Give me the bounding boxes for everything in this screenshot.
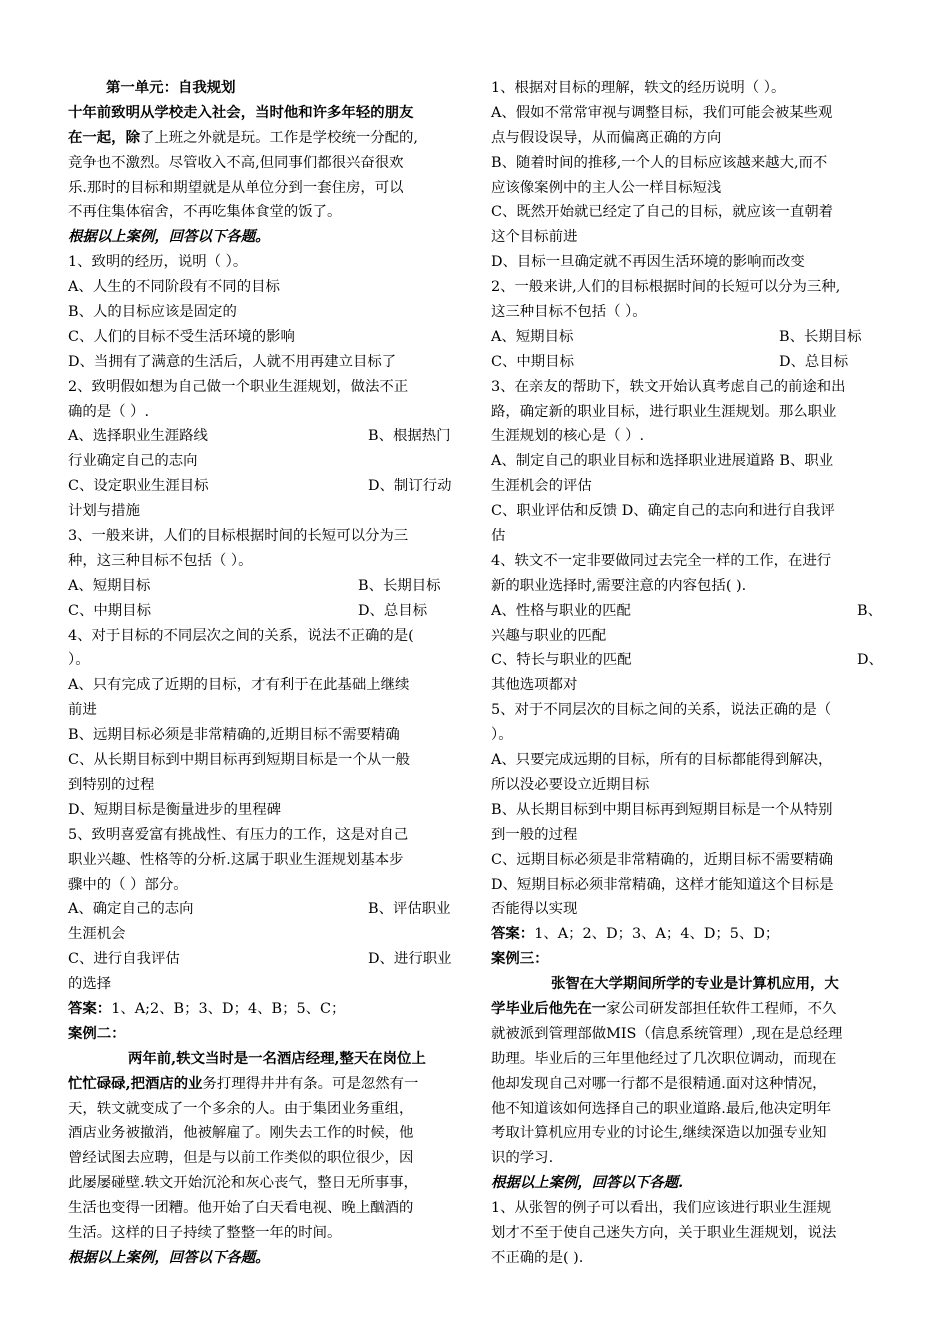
option-left: A、短期目标 (491, 328, 574, 345)
text-line: 应该像案例中的主人公一样目标短浅 (491, 179, 722, 196)
text-line: 到特别的过程 (68, 776, 155, 793)
text-line: 3、一般来讲，人们的目标根据时间的长短可以分为三 (68, 528, 409, 545)
text-line: 生活。这样的日子持续了整整一年的时间。 (68, 1224, 342, 1241)
text-line: 就被派到管理部做MIS（信息系统管理）,现在是总经理 (491, 1025, 843, 1042)
text-line: 所以没必要设立近期目标 (491, 776, 650, 793)
text-line: 生涯机会 (68, 926, 126, 943)
text-line: 他却发现自己对哪一行都不是很精通.面对这种情况， (491, 1075, 827, 1092)
heading-line: 案例二： (68, 1024, 126, 1042)
option-pair (68, 599, 460, 624)
text-line: ）。 (491, 727, 513, 744)
text-line: 的选择 (68, 976, 112, 993)
option-left: A、选择职业生涯路线 (68, 428, 208, 445)
text-line: 职业兴趣、性格等的分析.这属于职业生涯规划基本步 (68, 851, 404, 868)
option-left: A、确定自己的志向 (68, 901, 194, 918)
option-pair (68, 574, 460, 599)
text-line: 骤中的（ ）部分。 (68, 876, 188, 893)
option-right: D、 (857, 652, 883, 669)
text-line: C、远期目标必须是非常精确的，近期目标不需要精确 (491, 851, 833, 868)
text-line: 4、轶文不一定非要做同过去完全一样的工作，在进行 (491, 552, 832, 569)
option-left: C、中期目标 (68, 602, 151, 619)
text-line: ）。 (68, 652, 90, 669)
text-line: 计划与措施 (68, 503, 140, 520)
text-line: 1、致明的经历，说明（ ）。 (68, 254, 248, 271)
option-right: D、总目标 (358, 602, 428, 619)
text-line: C、人们的目标不受生活环境的影响 (68, 328, 295, 345)
text-line: A、只有完成了近期的目标，才有利于在此基础上继续 (68, 677, 410, 694)
right-column (491, 76, 883, 1271)
text-line: 在一起，除了上班之外就是玩。工作是学校统一分配的, (68, 128, 418, 146)
text-line: 2、致明假如想为自己做一个职业生涯规划，做法不正 (68, 378, 409, 395)
option-pair (491, 350, 883, 375)
text-line: 不正确的是( ). (491, 1249, 584, 1266)
text-line: D、短期目标必须非常精确，这样才能知道这个目标是 (491, 876, 834, 893)
text-line: D、当拥有了满意的生活后，人就不用再建立目标了 (68, 353, 397, 370)
text-line: 5、对于不同层次的目标之间的关系，说法正确的是（ (491, 702, 832, 719)
option-right: D、进行职业 (368, 951, 452, 968)
text-line: 3、在亲友的帮助下，轶文开始认真考虑自己的前途和出 (491, 378, 846, 395)
text-line: B、随着时间的推移,一个人的目标应该越来越大,而不 (491, 154, 828, 171)
text-line: 不再住集体宿舍，不再吃集体食堂的饭了。 (68, 204, 342, 221)
text-line: 行业确定自己的志向 (68, 453, 198, 470)
text-line: 竞争也不激烈。尽管收入不高,但同事们都很兴奋很欢 (68, 154, 404, 171)
text-line: 兴趣与职业的匹配 (491, 627, 607, 644)
text-line: 他不知道该如何选择自己的职业道路.最后,他决定明年 (491, 1100, 832, 1117)
text-line: 否能得以实现 (491, 901, 578, 918)
option-left: C、特长与职业的匹配 (491, 652, 632, 669)
answer-line: 答案：1、A;2、B；3、D；4、B；5、C； (68, 999, 346, 1017)
option-pair (68, 947, 460, 972)
option-pair (68, 424, 460, 449)
text-line: A、只要完成远期的目标，所有的目标都能得到解决， (491, 752, 833, 769)
text-line: 其他选项都对 (491, 677, 578, 694)
option-left: A、短期目标 (68, 577, 151, 594)
text-line: 新的职业选择时,需要注意的内容包括( ). (491, 577, 747, 594)
text-line: 1、根据对目标的理解，轶文的经历说明（ ）。 (491, 80, 786, 96)
text-line: 酒店业务被撤消，他被解雇了。刚失去工作的时候，他 (68, 1125, 414, 1142)
option-left: C、中期目标 (491, 353, 574, 370)
text-line: A、人生的不同阶段有不同的目标 (68, 279, 280, 296)
option-right: D、制订行动 (368, 478, 452, 495)
text-line: 估 (491, 528, 506, 545)
text-line: 划才不至于使自己迷失方向，关于职业生涯规划，说法 (491, 1224, 837, 1241)
option-left: C、设定职业生涯目标 (68, 478, 209, 495)
heading-line: 十年前致明从学校走入社会，当时他和许多年轻的朋友 (68, 103, 414, 121)
text-line: 忙忙碌碌,把酒店的业务打理得井井有条。可是忽然有一 (68, 1074, 419, 1092)
text-line: 生涯机会的评估 (491, 478, 592, 495)
text-line: B、从长期目标到中期目标再到短期目标是一个从特别 (491, 801, 833, 818)
option-right: B、根据热门 (368, 428, 451, 445)
option-left: C、进行自我评估 (68, 951, 180, 968)
text-line: 此屡屡碰壁.轶文开始沉沦和灰心丧气，整日无所事事， (68, 1175, 418, 1192)
text-line: A、制定自己的职业目标和选择职业进展道路 B、职业 (491, 453, 834, 470)
option-right: B、 (857, 602, 882, 619)
text-line: 种，这三种目标不包括（ ）。 (68, 552, 253, 569)
option-pair (68, 474, 460, 499)
heading-line: 第一单元：自我规划 (106, 79, 236, 96)
answer-line: 答案：1、A；2、D；3、A；4、D；5、D； (491, 925, 780, 943)
text-line: 路，确定新的职业目标，进行职业生涯规划。那么职业 (491, 403, 837, 420)
option-right: B、长期目标 (358, 577, 441, 594)
text-line: 到一般的过程 (491, 826, 578, 843)
text-line: 识的学习. (491, 1150, 554, 1167)
option-pair (68, 897, 460, 922)
option-right: B、长期目标 (779, 328, 862, 345)
section-prompt: 根据以上案例，回答以下各题。 (68, 1248, 270, 1266)
option-pair (491, 325, 883, 350)
text-line: B、人的目标应该是固定的 (68, 304, 237, 321)
heading-line: 两年前,轶文当时是一名酒店经理,整天在岗位上 (128, 1049, 426, 1067)
text-line: D、短期目标是衡量进步的里程碑 (68, 801, 282, 818)
text-line: C、职业评估和反馈 D、确定自己的志向和进行自我评 (491, 503, 835, 520)
text-line: 这个目标前进 (491, 229, 578, 246)
left-column (68, 76, 460, 1271)
text-line: 学毕业后他先在一家公司研发部担任软件工程师，不久 (491, 999, 837, 1017)
option-pair (491, 648, 883, 673)
text-line: 确的是（ ）. (68, 403, 150, 420)
text-line: 曾经试图去应聘，但是与以前工作类似的职位很少，因 (68, 1150, 414, 1167)
heading-line: 案例三： (491, 950, 549, 968)
text-line: C、从长期目标到中期目标再到短期目标是一个从一般 (68, 752, 410, 769)
text-line: 生涯规划的核心是（ ）. (491, 428, 645, 445)
text-line: 这三种目标不包括（ ）。 (491, 304, 647, 321)
text-line: 考取计算机应用专业的讨论生,继续深造以加强专业知 (491, 1125, 827, 1142)
text-line: 4、对于目标的不同层次之间的关系，说法不正确的是( (68, 627, 414, 644)
text-line: C、既然开始就已经定了自己的目标，就应该一直朝着 (491, 204, 833, 221)
text-line: 点与假设误导，从而偏离正确的方向 (491, 129, 722, 146)
text-line: A、假如不常常审视与调整目标，我们可能会被某些观 (491, 104, 833, 121)
text-line: 5、致明喜爱富有挑战性、有压力的工作，这是对自己 (68, 826, 409, 843)
text-line: 天，轶文就变成了一个多余的人。由于集团业务重组， (68, 1100, 414, 1117)
text-line: 生活也变得一团糟。他开始了白天看电视、晚上酗酒的 (68, 1200, 414, 1217)
heading-line: 张智在大学期间所学的专业是计算机应用，大 (551, 975, 839, 993)
text-line: 前进 (68, 702, 97, 719)
section-prompt: 根据以上案例，回答以下各题。 (68, 228, 270, 246)
text-line: 2、一般来讲,人们的目标根据时间的长短可以分为三种, (491, 279, 841, 296)
text-line: 乐.那时的目标和期望就是从单位分到一套住房，可以 (68, 179, 404, 196)
text-line: B、远期目标必须是非常精确的,近期目标不需要精确 (68, 727, 400, 744)
text-line: 1、从张智的例子可以看出，我们应该进行职业生涯规 (491, 1200, 832, 1217)
option-left: A、性格与职业的匹配 (491, 602, 631, 619)
option-right: D、总目标 (779, 353, 849, 370)
option-right: B、评估职业 (368, 901, 451, 918)
section-prompt: 根据以上案例，回答以下各题. (491, 1174, 684, 1192)
text-line: D、目标一旦确定就不再因生活环境的影响而改变 (491, 254, 805, 271)
option-pair (491, 599, 883, 624)
text-line: 助理。毕业后的三年里他经过了几次职位调动，而现在 (491, 1050, 837, 1067)
